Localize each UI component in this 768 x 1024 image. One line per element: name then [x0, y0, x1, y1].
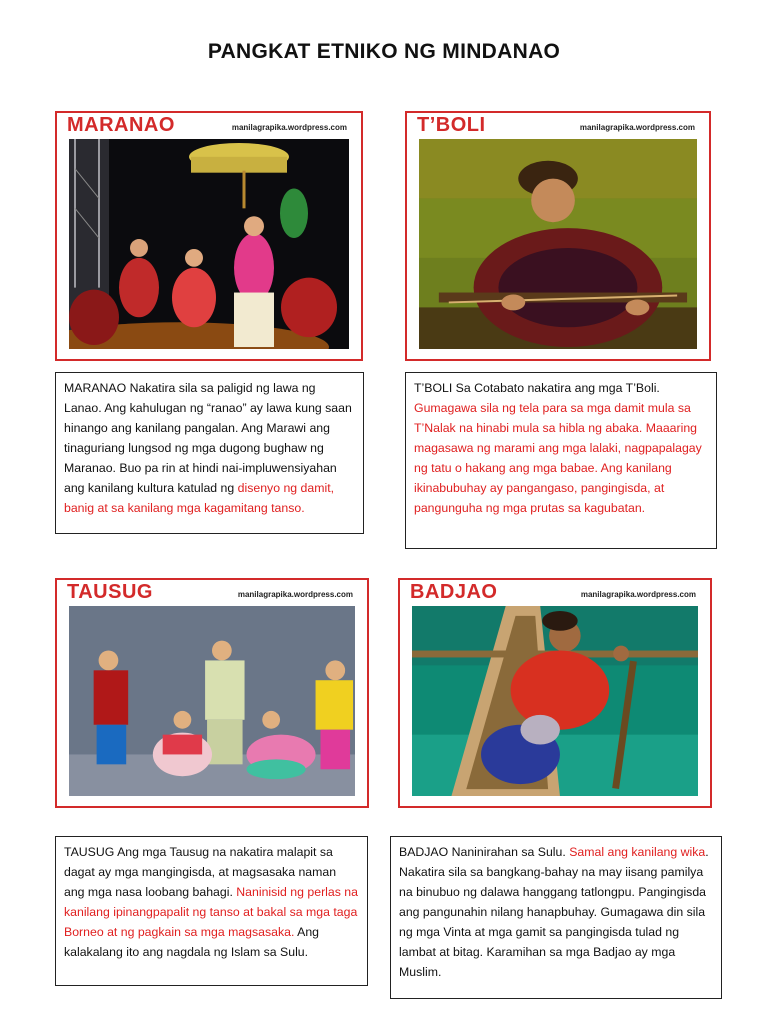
tausug-card-title: TAUSUG	[67, 581, 153, 603]
tboli-description-highlight: Gumagawa sila ng tela para sa mga damit mula sa T’Nalak na hinabi mula sa hibla ng abaka. Maaaring magasawa ng marami ang mga lalaki, nagpapalagay ng tatu o hakang ang mga babae. Ang kanilang ikinabubuhay ay pangangaso, pangingisda, at pangunguha ng mga prutas sa kagubatan.	[414, 401, 702, 515]
badjao-card-credit: manilagrapika.wordpress.com	[580, 590, 696, 599]
tboli-photo	[419, 139, 697, 349]
maranao-description-highlight: disenyo ng damit, banig at sa kanilang mga kagamitang tanso.	[64, 481, 335, 515]
maranao-card-title: MARANAO	[67, 114, 175, 136]
badjao-description-text-end: . Nakatira sila sa bangkang-bahay na may iisang pamilya na binubuo ng dalawa hanggang tatlongpu. Pangingisda ang pangunahin nilang hanapbuhay. Gumagawa din sila ng mga Vinta at mga gamit sa pangingisda tulad ng lambat at bitag. Karamihan sa mga Badjao ay mga Muslim.	[399, 845, 709, 979]
tboli-card-title: T’BOLI	[417, 114, 486, 136]
tboli-card	[405, 111, 711, 361]
page-title: PANGKAT ETNIKO NG MINDANAO	[207, 40, 561, 63]
tboli-description	[405, 372, 717, 549]
badjao-description	[390, 836, 722, 999]
maranao-photo	[69, 139, 349, 349]
tausug-description	[55, 836, 368, 986]
tausug-description-text: TAUSUG Ang mga Tausug na nakatira malapit sa dagat ay mga mangingisda, at magsasaka naman ang mga nasa loobang bahagi.	[64, 845, 337, 899]
badjao-card-header	[400, 580, 710, 604]
maranao-card	[55, 111, 363, 361]
badjao-description-text: BADJAO Naninirahan sa Sulu.	[399, 845, 570, 859]
maranao-description-text: MARANAO Nakatira sila sa paligid ng lawa ng Lanao. Ang kahulugan ng “ranao” ay lawa kung saan hinango ang kanilang pangalan. Ang Marawi ang tinaguriang lungsod ng mga dugong bughaw ng Maranao. Buo pa rin at hindi nai-impluwensiyahan ang kanilang kultura katulad ng	[64, 381, 352, 495]
badjao-card	[398, 578, 712, 808]
badjao-description-highlight: Samal ang kanilang wika	[569, 845, 706, 859]
maranao-description	[55, 372, 364, 534]
tausug-description-text-end: Ang kalakalang ito ang nagdala ng Islam sa Sulu.	[64, 925, 319, 959]
tboli-card-credit: manilagrapika.wordpress.com	[579, 123, 695, 132]
tausug-photo	[69, 606, 355, 796]
tboli-description-text: T’BOLI Sa Cotabato nakatira ang mga T’Boli.	[414, 381, 660, 395]
tausug-card	[55, 578, 369, 808]
badjao-card-title: BADJAO	[410, 581, 498, 603]
badjao-photo	[412, 606, 698, 796]
maranao-card-credit: manilagrapika.wordpress.com	[231, 123, 347, 132]
tboli-card-header	[407, 113, 709, 137]
tausug-card-credit: manilagrapika.wordpress.com	[237, 590, 353, 599]
tausug-card-header	[57, 580, 367, 604]
maranao-card-header	[57, 113, 361, 137]
tausug-description-highlight: Naninisid ng perlas na kanilang ipinangpapalit ng tanso at bakal sa mga taga Borneo at ng pagkain sa mga magsasaka.	[64, 885, 358, 939]
